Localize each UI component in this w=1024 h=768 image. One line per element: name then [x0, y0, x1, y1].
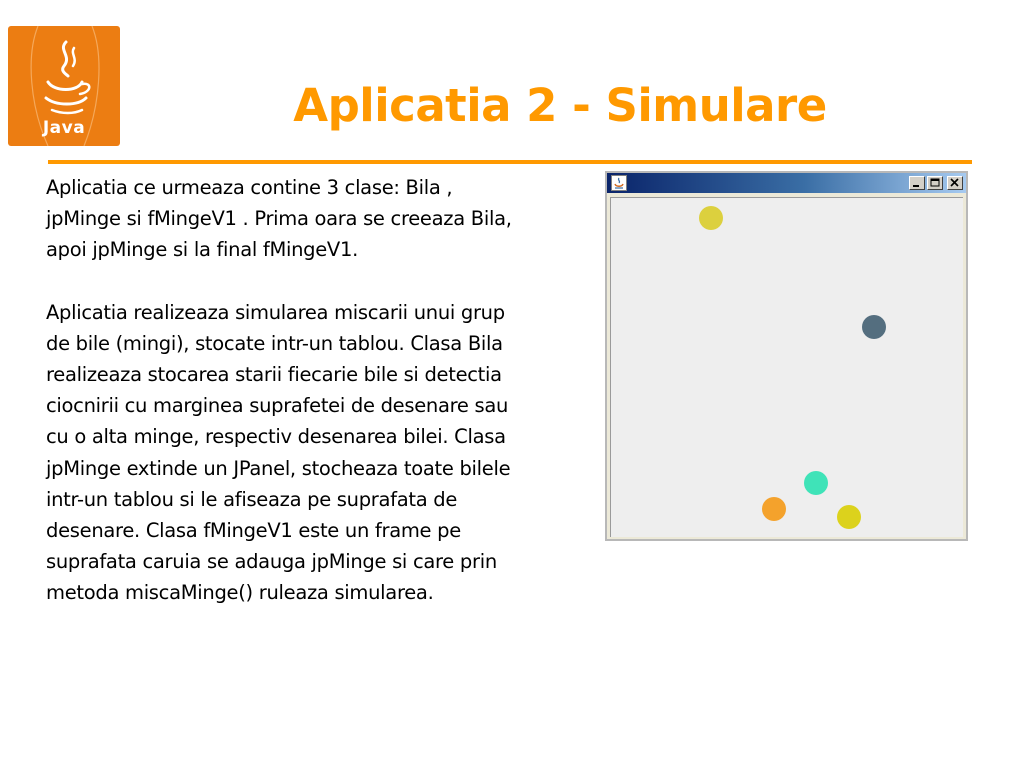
- minimize-button[interactable]: [909, 176, 925, 190]
- java-logo: [8, 26, 120, 146]
- paragraph-classes: Aplicatia ce urmeaza contine 3 clase: Bila , jpMinge si fMingeV1 . Prima oara se creeaza Bila, apoi jpMinge si la final fMingeV1.: [46, 176, 512, 262]
- java-window-icon[interactable]: [611, 175, 627, 191]
- title-divider: [48, 160, 972, 164]
- maximize-button[interactable]: [927, 176, 943, 190]
- paragraph-simulation: Aplicatia realizeaza simularea miscarii unui grup de bile (mingi), stocate intr-un tablou. Clasa Bila realizeaza stocarea starii fiecarie bile si detectia ciocnirii cu marginea suprafetei de desenare sau cu o alta minge, respectiv desenarea bilei. Clasa jpMinge extinde un JPanel, stocheaza toate bilele intr-un tablou si le afiseaza pe suprafata de desenare. Clasa fMingeV1 este un frame pe suprafata caruia se adauga jpMinge si care prin metoda miscaMinge() ruleaza simularea.: [46, 300, 511, 605]
- ball-orange: [762, 497, 786, 521]
- maximize-icon: [928, 177, 942, 189]
- ball-teal: [804, 471, 828, 495]
- ball-slate: [862, 315, 886, 339]
- window-titlebar[interactable]: [607, 173, 966, 193]
- ball-yellow: [699, 206, 723, 230]
- minimize-icon: [910, 177, 924, 189]
- java-logo-text: Java: [42, 118, 86, 138]
- slide-body-text: [46, 172, 516, 609]
- simulation-window[interactable]: [605, 171, 968, 541]
- close-icon: [948, 177, 962, 189]
- close-button[interactable]: [947, 176, 963, 190]
- drawing-panel[interactable]: [610, 197, 963, 537]
- ball-yellow-2: [837, 505, 861, 529]
- balls-canvas: [611, 198, 963, 537]
- slide-title: Aplicatia 2 - Simulare: [293, 79, 827, 132]
